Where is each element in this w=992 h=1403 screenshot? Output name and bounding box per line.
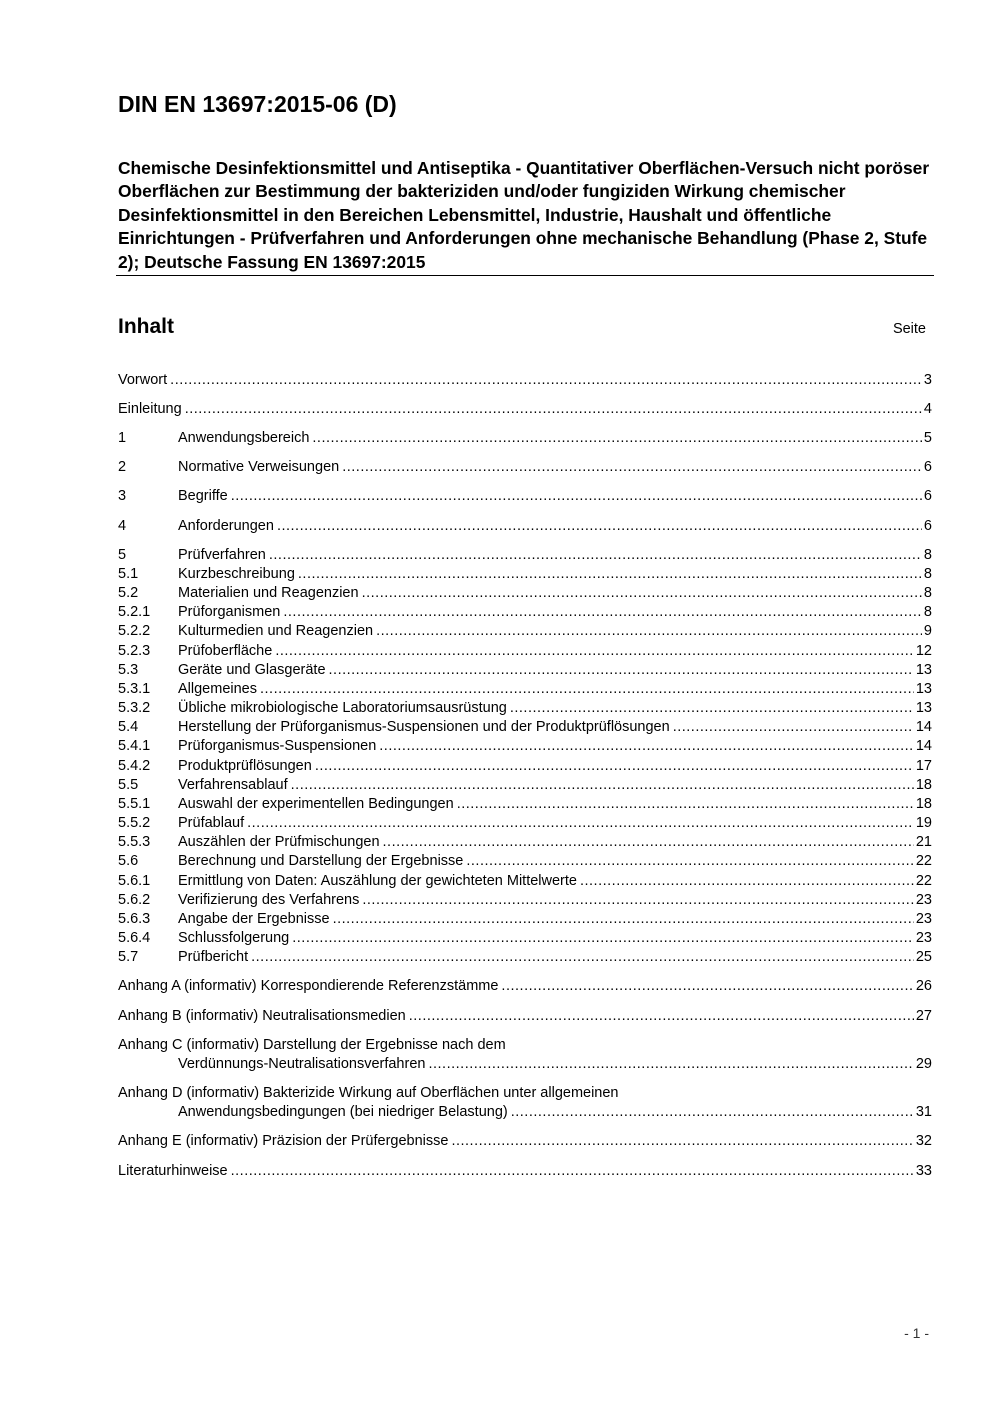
toc-entry-number: 4 [118,518,127,534]
toc-dot-leader [333,910,914,929]
toc-entry-number: 5 [118,547,127,563]
toc-entry-page: 29 [915,1056,932,1072]
toc-dot-leader [185,400,922,419]
toc-dot-leader [170,371,922,390]
toc-entry-page: 8 [923,604,932,620]
toc-entry[interactable] [118,1037,932,1074]
toc-entry[interactable] [118,371,932,390]
toc-dot-leader [291,776,914,795]
toc-entry-page: 13 [915,681,932,697]
toc-entry-page: 6 [923,518,932,534]
toc-entry-page: 23 [915,930,932,946]
toc-entry-title: Kurzbeschreibung [178,566,295,582]
toc-entry-page: 31 [915,1104,932,1120]
toc-dot-leader [275,642,914,661]
toc-entry[interactable] [118,833,932,852]
toc-entry[interactable] [118,400,932,419]
toc-entry-page: 13 [915,700,932,716]
toc-entry-number: 5.6.1 [118,873,151,889]
toc-entry-title: Übliche mikrobiologische Laboratoriumsausrüstung [178,700,507,716]
toc-entry-page: 8 [923,585,932,601]
toc-entry[interactable] [118,680,932,699]
toc-entry[interactable] [118,814,932,833]
toc-entry-heading: Anhang D (informativ) Bakterizide Wirkung auf Oberflächen unter allgemeinen [118,1085,619,1101]
toc-dot-leader [451,1132,913,1151]
toc-entry-page: 13 [915,662,932,678]
toc-dot-leader [329,661,914,680]
toc-entry-number: 5.3 [118,662,139,678]
toc-dot-leader [251,948,914,967]
toc-dot-leader [315,757,914,776]
toc-entry-page: 18 [915,777,932,793]
toc-entry-number: 5.5 [118,777,139,793]
toc-entry-title: Anhang A (informativ) Korrespondierende Referenzstämme [118,978,499,994]
toc-dot-leader [379,737,914,756]
toc-entry-title: Schlussfolgerung [178,930,290,946]
toc-dot-leader [362,584,922,603]
toc-dot-leader [277,517,922,536]
toc-entry-title: Auswahl der experimentellen Bedingungen [178,796,454,812]
toc-entry-title: Herstellung der Prüforganismus-Suspensionen und der Produktprüflösungen [178,719,670,735]
toc-entry-page: 12 [915,643,932,659]
toc-entry-number: 5.3.1 [118,681,151,697]
toc-entry-number: 5.6.3 [118,911,151,927]
toc-entry-title: Anwendungsbereich [178,430,310,446]
toc-dot-leader [292,929,914,948]
toc-dot-leader [383,833,914,852]
toc-entry-title: Begriffe [178,488,228,504]
toc-entry[interactable] [118,1085,932,1122]
toc-entry-number: 5.2.3 [118,643,151,659]
document-id: DIN EN 13697:2015-06 (D) [118,91,397,117]
toc-entry[interactable] [118,642,932,661]
toc-dot-leader [312,429,922,448]
toc-entry-title: Angabe der Ergebnisse [178,911,330,927]
toc-dot-leader [673,718,914,737]
toc-entry-title: Materialien und Reagenzien [178,585,359,601]
toc-entry[interactable] [118,546,932,565]
toc-dot-leader [260,680,914,699]
toc-entry-title: Verdünnungs-Neutralisationsverfahren [178,1056,426,1072]
toc-entry-title: Kulturmedien und Reagenzien [178,623,374,639]
toc-entry[interactable] [118,929,932,948]
toc-entry-title: Prüfverfahren [178,547,266,563]
toc-entry[interactable] [118,852,932,871]
toc-entry-number: 5.6.2 [118,892,151,908]
toc-entry-title: Allgemeines [178,681,257,697]
toc-entry-title: Prüforganismen [178,604,281,620]
toc-dot-leader [510,699,914,718]
toc-dot-leader [231,1162,914,1181]
toc-entry-page: 5 [923,430,932,446]
toc-dot-leader [466,852,914,871]
toc-entry-number: 5.6 [118,853,139,869]
toc-entry-number: 5.3.2 [118,700,151,716]
toc-entry-page: 6 [923,459,932,475]
toc-entry-number: 2 [118,459,127,475]
toc-entry-number: 5.6.4 [118,930,151,946]
toc-entry[interactable] [118,872,932,891]
toc-entry-title: Anwendungsbedingungen (bei niedriger Belastung) [178,1104,508,1120]
toc-dot-leader [231,487,922,506]
toc-entry-title: Einleitung [118,401,182,417]
toc-entry-title: Berechnung und Darstellung der Ergebnisse [178,853,464,869]
toc-entry-title: Prüfoberfläche [178,643,273,659]
toc-entry-number: 5.1 [118,566,139,582]
toc-entry-title: Anhang B (informativ) Neutralisationsmedien [118,1008,406,1024]
toc-entry-page: 23 [915,892,932,908]
toc-entry-heading: Anhang C (informativ) Darstellung der Ergebnisse nach dem [118,1037,506,1053]
toc-entry[interactable] [118,776,932,795]
toc-entry-page: 14 [915,719,932,735]
toc-entry-page: 23 [915,911,932,927]
toc-entry-page: 6 [923,488,932,504]
toc-entry[interactable] [118,584,932,603]
document-title: Chemische Desinfektionsmittel und Antiseptika - Quantitativer Oberflächen-Versuch nicht poröser Oberflächen zur Bestimmung der bakteriziden und/oder fungiziden Wirkung chemischer Desinfektionsmittel in den Bereichen Lebensmittel, Industrie, Haushalt und öffentliche Einrichtungen - Prüfverfahren und Anforderungen ohne mechanische Behandlung (Phase 2, Stufe 2); Deutsche Fassung EN 13697:2015 [118,158,930,272]
toc-dot-leader [376,622,922,641]
toc-dot-leader [409,1007,914,1026]
toc-entry-page: 22 [915,853,932,869]
toc-entry-number: 5.2.2 [118,623,151,639]
toc-entry-title: Prüfablauf [178,815,245,831]
toc-entry-number: 5.4.1 [118,738,151,754]
toc-dot-leader [501,977,913,996]
toc-dot-leader [511,1103,914,1122]
toc-dot-leader [283,603,922,622]
toc-entry-page: 22 [915,873,932,889]
toc-dot-leader [298,565,922,584]
toc-entry[interactable] [118,977,932,996]
toc-entry-title: Auszählen der Prüfmischungen [178,834,380,850]
toc-entry[interactable] [118,1132,932,1151]
toc-entry-page: 25 [915,949,932,965]
toc-entry-number: 5.2.1 [118,604,151,620]
toc-heading: Inhalt [118,315,174,338]
toc-entry-number: 5.4 [118,719,139,735]
toc-entry-title: Prüforganismus-Suspensionen [178,738,377,754]
toc-entry-page: 27 [915,1008,932,1024]
toc-entry-title: Ermittlung von Daten: Auszählung der gewichteten Mittelwerte [178,873,577,889]
toc-entry[interactable] [118,661,932,680]
toc-dot-leader [580,872,914,891]
toc-dot-leader [269,546,922,565]
toc-entry-title: Literaturhinweise [118,1163,228,1179]
toc-entry[interactable] [118,517,932,536]
toc-entry[interactable] [118,603,932,622]
toc-entry[interactable] [118,1007,932,1026]
toc-entry-number: 1 [118,430,127,446]
toc-entry[interactable] [118,699,932,718]
page-number: - 1 - [904,1325,929,1341]
toc-entry-number: 3 [118,488,127,504]
toc-entry[interactable] [118,910,932,929]
toc-entry-page: 8 [923,566,932,582]
toc-entry[interactable] [118,737,932,756]
toc-entry-number: 5.2 [118,585,139,601]
toc-entry-title: Geräte und Glasgeräte [178,662,326,678]
toc-page-label: Seite [892,321,926,337]
toc-entry-title: Verifizierung des Verfahrens [178,892,360,908]
toc-dot-leader [457,795,914,814]
toc-dot-leader [342,458,922,477]
toc-entry[interactable] [118,487,932,506]
toc-entry-number: 5.5.2 [118,815,151,831]
toc-entry-title: Anhang E (informativ) Präzision der Prüfergebnisse [118,1133,449,1149]
toc-entry-page: 33 [915,1163,932,1179]
toc-entry-title: Verfahrensablauf [178,777,288,793]
toc-entry-number: 5.4.2 [118,758,151,774]
toc-entry-page: 3 [923,372,932,388]
toc-entry[interactable] [118,458,932,477]
toc-entry-title: Prüfbericht [178,949,249,965]
toc-entry[interactable] [118,948,932,967]
toc-entry[interactable] [118,795,932,814]
toc-entry[interactable] [118,718,932,737]
toc-dot-leader [428,1055,913,1074]
toc-entry[interactable] [118,565,932,584]
toc-dot-leader [247,814,914,833]
toc-entry-page: 19 [915,815,932,831]
toc-entry-number: 5.5.3 [118,834,151,850]
toc-entry-page: 8 [923,547,932,563]
toc-entry-page: 32 [915,1133,932,1149]
toc-entry-title: Vorwort [118,372,168,388]
toc-entry-page: 9 [923,623,932,639]
title-divider [116,275,934,276]
toc-entry-page: 18 [915,796,932,812]
toc-entry-page: 17 [915,758,932,774]
toc-entry-number: 5.5.1 [118,796,151,812]
toc-entry[interactable] [118,757,932,776]
toc-entry[interactable] [118,622,932,641]
toc-entry[interactable] [118,1162,932,1181]
toc-entry-page: 21 [915,834,932,850]
toc-dot-leader [362,891,914,910]
toc-entry-title: Anforderungen [178,518,274,534]
toc-entry-title: Produktprüflösungen [178,758,312,774]
toc-entry-title: Normative Verweisungen [178,459,340,475]
toc-entry-page: 14 [915,738,932,754]
toc-entry-page: 4 [923,401,932,417]
toc-entry[interactable] [118,429,932,448]
toc-entry-number: 5.7 [118,949,139,965]
toc-entry-page: 26 [915,978,932,994]
toc-entry[interactable] [118,891,932,910]
